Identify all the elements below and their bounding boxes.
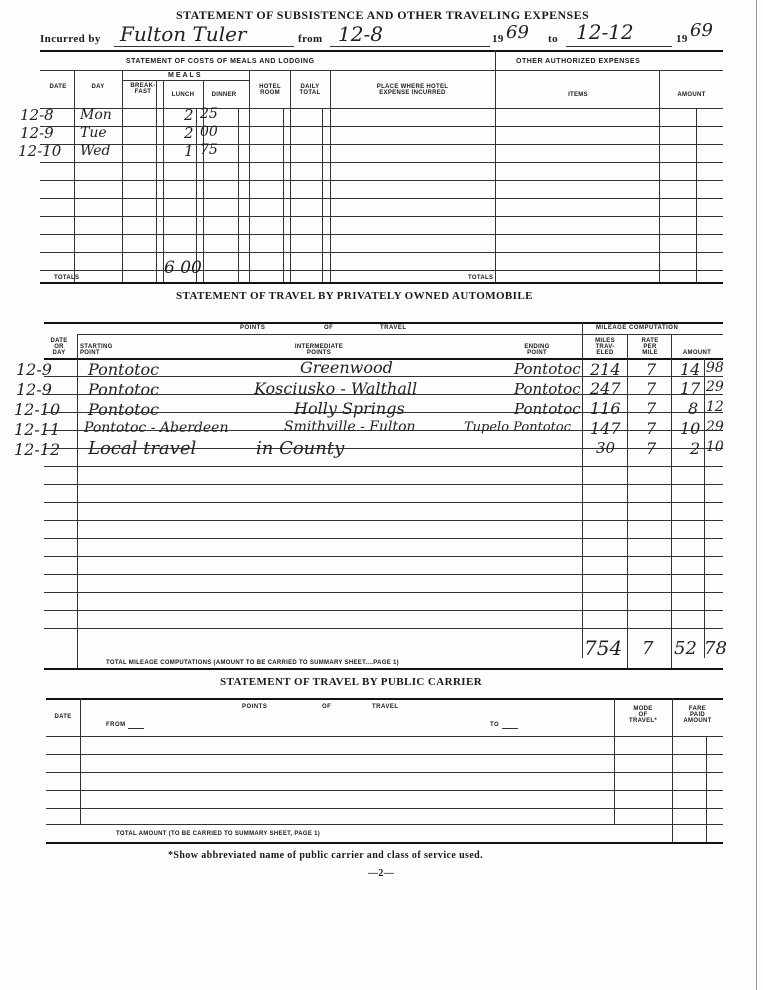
lunch-dollars[interactable]: 1: [184, 142, 194, 160]
lunch-dollars[interactable]: 2: [184, 106, 194, 124]
carrier-col-fare: FARE PAID AMOUNT: [683, 706, 712, 724]
auto-start[interactable]: Pontotoc: [88, 400, 160, 419]
auto-amount-cents[interactable]: 98: [706, 360, 724, 376]
col-items: ITEMS: [568, 92, 588, 98]
from-label: from: [298, 33, 323, 45]
carrier-section-title: STATEMENT OF TRAVEL BY PUBLIC CARRIER: [220, 676, 483, 688]
auto-start[interactable]: Local travel: [88, 438, 197, 459]
total-amount-cents[interactable]: 78: [704, 638, 727, 659]
col-miles: MILES TRAV- ELED: [595, 338, 615, 356]
carrier-col-date: DATE: [54, 714, 72, 720]
lunch-cents[interactable]: 25: [200, 106, 218, 122]
col-place: PLACE WHERE HOTEL EXPENSE INCURRED: [376, 84, 449, 96]
col-breakfast: BREAK- FAST: [130, 83, 156, 95]
auto-intermediate[interactable]: Greenwood: [300, 358, 393, 377]
meals-row: [20, 124, 495, 144]
auto-row: [16, 376, 724, 399]
auto-rate[interactable]: 7: [646, 419, 657, 438]
col-dinner: DINNER: [211, 92, 237, 98]
year-value-2[interactable]: 69: [690, 20, 713, 41]
auto-amount-cents[interactable]: 12: [706, 399, 724, 415]
col-auto-amount: AMOUNT: [682, 350, 712, 356]
col-starting-point: STARTING POINT: [80, 344, 113, 356]
meals-table: [18, 50, 723, 286]
of-label: OF: [324, 325, 334, 331]
form-title: STATEMENT OF SUBSISTENCE AND OTHER TRAVELING EXPENSES: [176, 8, 590, 22]
col-intermediate: INTERMEDIATE POINTS: [294, 344, 344, 356]
auto-amount-dollars[interactable]: 8: [688, 399, 699, 418]
col-date-or-day: DATE OR DAY: [50, 338, 68, 356]
carrier-col-mode: MODE OF TRAVEL*: [629, 706, 657, 724]
auto-rate[interactable]: 7: [646, 360, 657, 379]
col-lunch: LUNCH: [171, 92, 195, 98]
carrier-to-label: TO: [490, 722, 500, 728]
meals-row: [20, 106, 495, 126]
auto-amount-dollars[interactable]: 2: [690, 439, 701, 458]
total-rate[interactable]: 7: [642, 638, 654, 659]
auto-amount-cents[interactable]: 10: [706, 439, 724, 455]
meals-section-title: STATEMENT OF COSTS OF MEALS AND LODGING: [126, 58, 315, 65]
incurred-by-label: Incurred by: [40, 33, 101, 45]
incurred-by-row: [40, 20, 730, 46]
col-daily-total: DAILY TOTAL: [299, 84, 321, 96]
mileage-computation-label: MILEAGE COMPUTATION: [596, 325, 679, 331]
lunch-dollars[interactable]: 2: [184, 124, 194, 142]
auto-intermediate[interactable]: Kosciusko - Walthall: [254, 379, 418, 398]
carrier-total-label: TOTAL AMOUNT (TO BE CARRIED TO SUMMARY SHEET, PAGE 1): [116, 831, 321, 837]
auto-date[interactable]: 12-12: [14, 440, 61, 459]
year-prefix-2: 19: [676, 33, 688, 45]
carrier-travel-label: TRAVEL: [372, 704, 399, 710]
auto-intermediate[interactable]: in County: [256, 438, 345, 459]
lunch-cents[interactable]: 75: [200, 142, 218, 158]
lunch-total[interactable]: 6 00: [164, 258, 202, 278]
page-number: —2—: [368, 868, 395, 879]
auto-miles[interactable]: 147: [590, 419, 621, 438]
auto-intermediate[interactable]: Holly Springs: [294, 399, 405, 418]
year-prefix-1: 19: [492, 33, 504, 45]
to-label: to: [548, 33, 558, 45]
carrier-of-label: OF: [322, 704, 332, 710]
footer-note: *Show abbreviated name of public carrier and class of service used.: [168, 850, 484, 861]
auto-ending[interactable]: Pontotoc: [514, 380, 581, 398]
incurred-by-value[interactable]: Fulton Tuler: [120, 22, 247, 46]
meals-date[interactable]: 12-8: [20, 106, 54, 124]
lunch-cents[interactable]: 00: [200, 124, 218, 140]
auto-date[interactable]: 12-9: [16, 360, 52, 379]
meals-row: [18, 142, 495, 162]
auto-table: [14, 322, 727, 670]
auto-ending[interactable]: Tupelo Pontotoc: [464, 420, 571, 435]
auto-row: [14, 412, 724, 439]
auto-rate[interactable]: 7: [646, 379, 657, 398]
meals-day[interactable]: Tue: [80, 125, 107, 141]
auto-amount-cents[interactable]: 29: [706, 419, 724, 435]
scan-edge-line: [756, 0, 757, 990]
to-value[interactable]: 12-12: [576, 20, 634, 44]
auto-amount-dollars[interactable]: 14: [680, 360, 701, 379]
auto-row: [14, 430, 724, 459]
points-label: POINTS: [240, 325, 266, 331]
auto-date[interactable]: 12-11: [14, 420, 61, 439]
col-ending-point: ENDING POINT: [524, 344, 550, 356]
meals-day[interactable]: Wed: [80, 143, 111, 159]
auto-ending[interactable]: Pontotoc: [514, 400, 581, 418]
auto-rate[interactable]: 7: [646, 399, 657, 418]
total-mileage-label: TOTAL MILEAGE COMPUTATIONS (AMOUNT TO BE CARRIED TO SUMMARY SHEET....PAGE 1): [106, 660, 399, 666]
auto-start[interactable]: Pontotoc: [88, 380, 160, 399]
auto-date[interactable]: 12-9: [16, 380, 52, 399]
meals-date[interactable]: 12-10: [18, 142, 62, 160]
auto-amount-dollars[interactable]: 17: [680, 379, 701, 398]
carrier-from-label: FROM: [106, 722, 126, 728]
total-miles[interactable]: 754: [584, 636, 623, 660]
meals-date[interactable]: 12-9: [20, 124, 54, 142]
auto-section-title: STATEMENT OF TRAVEL BY PRIVATELY OWNED AUTOMOBILE: [176, 290, 533, 302]
col-hotel-room: HOTEL ROOM: [259, 84, 281, 96]
total-amount-dollars[interactable]: 52: [674, 638, 697, 659]
auto-row: [14, 394, 724, 419]
auto-date[interactable]: 12-10: [14, 400, 61, 419]
auto-ending[interactable]: Pontotoc: [514, 360, 581, 378]
auto-amount-cents[interactable]: 29: [706, 379, 724, 395]
carrier-points-label: POINTS: [242, 704, 268, 710]
year-value-1[interactable]: 69: [506, 22, 529, 43]
auto-row: [16, 358, 724, 379]
other-totals-label: TOTALS: [468, 275, 494, 281]
meals-day[interactable]: Mon: [80, 107, 112, 123]
auto-rate[interactable]: 7: [646, 439, 657, 458]
travel-label: TRAVEL: [380, 325, 407, 331]
meals-group-label: MEALS: [168, 72, 203, 79]
meals-totals-label: TOTALS: [54, 275, 80, 281]
col-day: DAY: [91, 84, 105, 90]
col-rate: RATE PER MILE: [641, 338, 659, 356]
col-date: DATE: [49, 84, 67, 90]
auto-start[interactable]: Pontotoc - Aberdeen: [84, 420, 229, 436]
auto-intermediate[interactable]: Smithville - Fulton: [284, 419, 416, 435]
auto-miles[interactable]: 30: [596, 439, 616, 457]
col-amount: AMOUNT: [677, 92, 706, 98]
carrier-table: [46, 698, 723, 848]
auto-miles[interactable]: 214: [590, 360, 621, 379]
other-expenses-title: OTHER AUTHORIZED EXPENSES: [516, 58, 641, 65]
auto-miles[interactable]: 116: [590, 399, 621, 418]
from-value[interactable]: 12-8: [338, 22, 383, 46]
auto-start[interactable]: Pontotoc: [88, 360, 160, 379]
auto-miles[interactable]: 247: [590, 379, 621, 398]
auto-amount-dollars[interactable]: 10: [680, 419, 701, 438]
